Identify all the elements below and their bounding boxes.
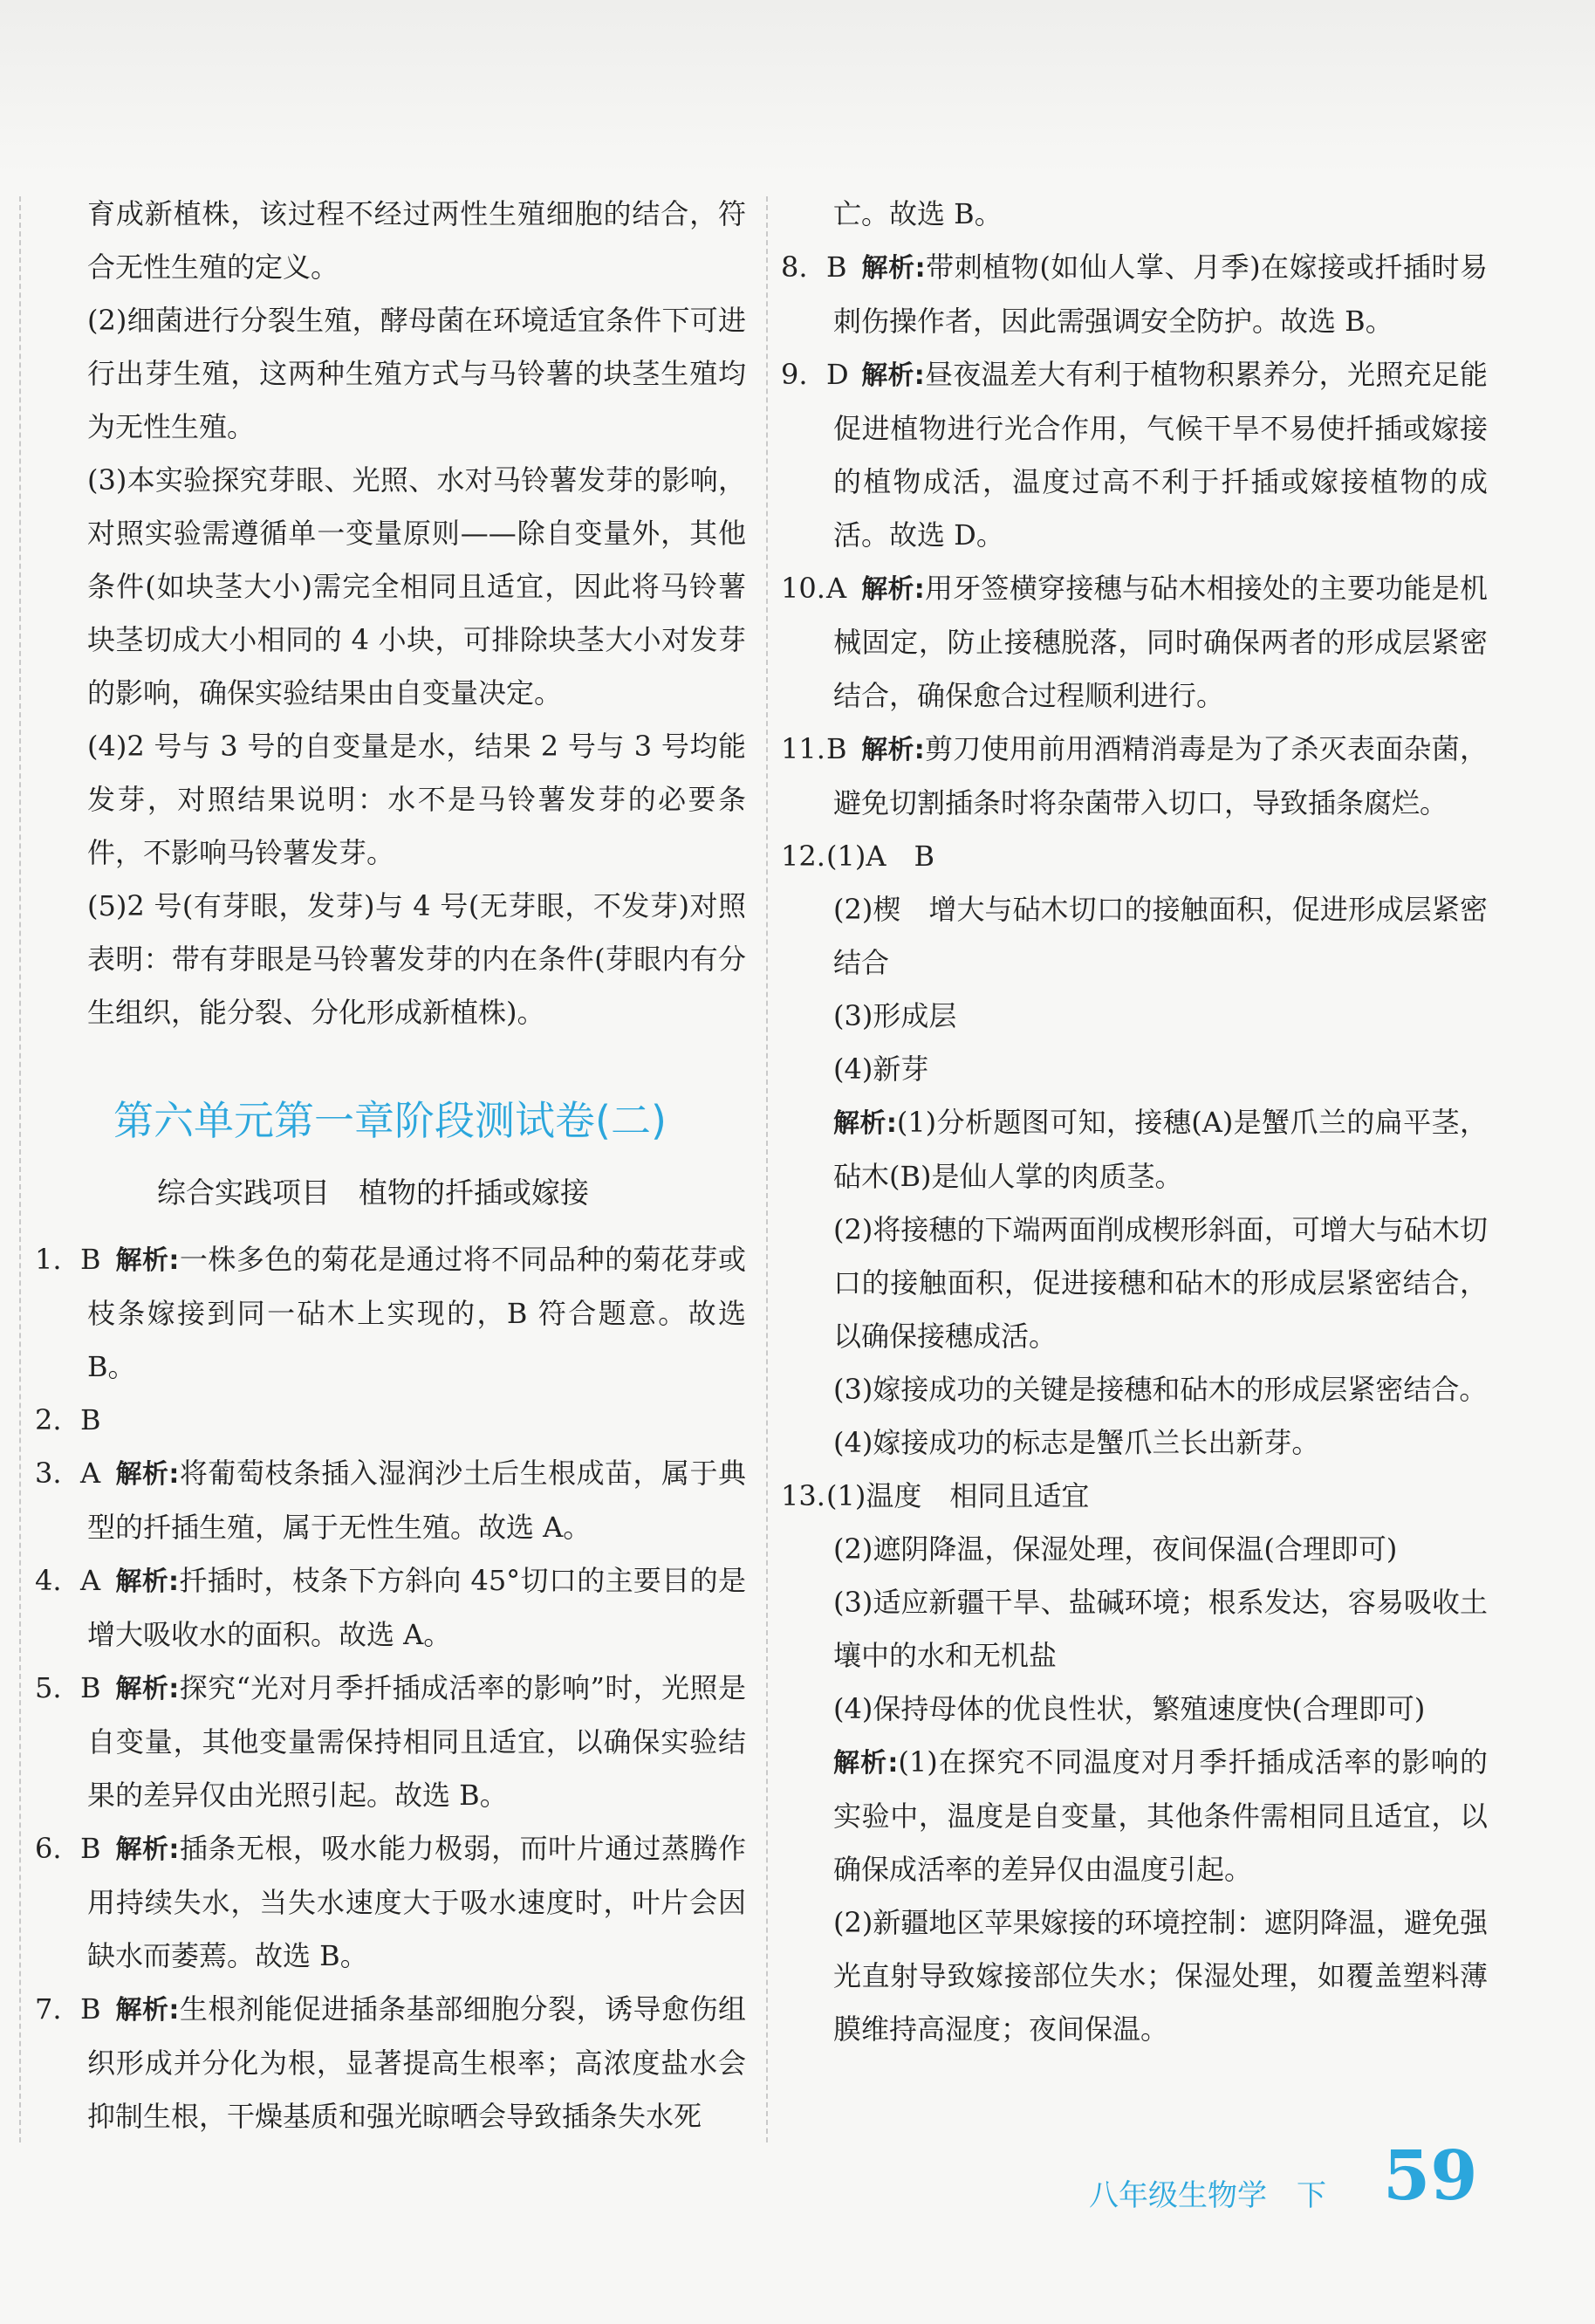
explanation-1 xyxy=(781,1096,1488,1203)
answer-part-3: (3)形成层 xyxy=(833,999,957,1032)
explanation-1 xyxy=(781,1736,1488,1896)
question-13 xyxy=(781,1470,1488,1523)
analysis-label: 解析: xyxy=(115,1566,180,1597)
analysis-text: 插条无根，吸水能力极弱，而叶片通过蒸腾作用持续失水，当失水速度大于吸水速度时，叶片会因缺水而萎蔫。故选 B。 xyxy=(87,1832,746,1972)
question-number: 11. xyxy=(781,732,825,765)
analysis-text: 扦插时，枝条下方斜向 45°切口的主要目的是增大吸收水的面积。故选 A。 xyxy=(87,1564,746,1651)
question-7 xyxy=(35,1983,746,2143)
answer-part-1: (1)温度 相同且适宜 xyxy=(826,1479,1090,1512)
continued-text: 育成新植株，该过程不经过两性生殖细胞的结合，符合无性生殖的定义。 xyxy=(87,197,746,284)
analysis-text: 将葡萄枝条插入湿润沙土后生根成苗，属于典型的扦插生殖，属于无性生殖。故选 A。 xyxy=(87,1457,746,1544)
analysis-text: 用牙签横穿接穗与砧木相接处的主要功能是机械固定，防止接穗脱落，同时确保两者的形成层紧密结合，确保愈合过程顺利进行。 xyxy=(833,572,1488,712)
analysis-label: 解析: xyxy=(115,1459,180,1490)
analysis-label: 解析: xyxy=(115,1834,180,1865)
analysis-label: 解析: xyxy=(115,1995,180,2026)
explanation-4: (4)2 号与 3 号的自变量是水，结果 2 号与 3 号均能发芽，对照结果说明：水不是马铃薯发芽的必要条件，不影响马铃薯发芽。 xyxy=(87,730,746,869)
answer: B xyxy=(80,1403,101,1436)
question-6 xyxy=(35,1822,746,1983)
question-number: 8. xyxy=(781,250,808,284)
question-2 xyxy=(35,1394,746,1447)
analysis-text: 带刺植物(如仙人掌、月季)在嫁接或扦插时易刺伤操作者，因此需强调安全防护。故选 B。 xyxy=(833,250,1488,338)
answer: B xyxy=(80,1992,101,2026)
explanation-5: (5)2 号(有芽眼，发芽)与 4 号(无芽眼，不发芽)对照表明：带有芽眼是马铃薯发芽的内在条件(芽眼内有分生组织，能分裂、分化形成新植株)。 xyxy=(87,889,746,1029)
question-9 xyxy=(781,348,1488,562)
analysis-text: 探究“光对月季扦插成活率的影响”时，光照是自变量，其他变量需保持相同且适宜，以确保实验结果的差异仅由光照引起。故选 B。 xyxy=(87,1671,746,1812)
question-10 xyxy=(781,562,1488,723)
question-number: 9. xyxy=(781,358,808,391)
answer-part-1: (1)A B xyxy=(826,840,934,873)
explanation-2: (2)新疆地区苹果嫁接的环境控制：遮阴降温，避免强光直射导致嫁接部位失水；保湿处理，如覆盖塑料薄膜维持高湿度；夜间保温。 xyxy=(833,1906,1488,2046)
question-3 xyxy=(35,1447,746,1554)
analysis-text: (1)在探究不同温度对月季扦插成活率的影响的实验中，温度是自变量，其他条件需相同且适宜，以确保成活率的差异仅由温度引起。 xyxy=(833,1745,1488,1886)
question-number: 12. xyxy=(781,840,825,873)
question-1 xyxy=(35,1233,746,1394)
left-column xyxy=(35,188,746,2143)
answer: B xyxy=(826,250,847,284)
question-number: 13. xyxy=(781,1479,825,1512)
analysis-text: 生根剂能促进插条基部细胞分裂，诱导愈伤组织形成并分化为根，显著提高生根率；高浓度盐水会抑制生根，干燥基质和强光晾晒会导致插条失水死 xyxy=(87,1992,746,2133)
analysis-text: (1)分析题图可知，接穗(A)是蟹爪兰的扁平茎，砧木(B)是仙人掌的肉质茎。 xyxy=(833,1106,1488,1193)
answer-part-3: (3)适应新疆干旱、盐碱环境；根系发达，容易吸收土壤中的水和无机盐 xyxy=(833,1586,1488,1672)
analysis-label: 解析: xyxy=(861,574,925,605)
column-divider xyxy=(766,196,768,2142)
question-4 xyxy=(35,1554,746,1662)
question-5 xyxy=(35,1662,746,1822)
answer: B xyxy=(826,732,847,765)
answer: B xyxy=(80,1671,101,1704)
question-8 xyxy=(781,241,1488,348)
analysis-text: 一株多色的菊花是通过将不同品种的菊花芽或枝条嫁接到同一砧木上实现的，B 符合题意。故选 B。 xyxy=(87,1243,746,1383)
analysis-text: 昼夜温差大有利于植物积累养分，光照充足能促进植物进行光合作用，气候干旱不易使扦插或嫁接的植物成活，温度过高不利于扦插或嫁接植物的成活。故选 D。 xyxy=(833,358,1488,552)
left-dashed-margin xyxy=(19,196,21,2142)
section-subtitle: 综合实践项目 植物的扦插或嫁接 xyxy=(157,1176,589,1210)
answer: A xyxy=(80,1564,101,1597)
question-number: 3. xyxy=(35,1457,62,1490)
analysis-label: 解析: xyxy=(861,253,926,284)
explanation-3: (3)本实验探究芽眼、光照、水对马铃薯发芽的影响，对照实验需遵循单一变量原则——除自变量外，其他条件(如块茎大小)需完全相同且适宜，因此将马铃薯块茎切成大小相同的 4 小块，可排除块茎大小对发芽的影响，确保实验结果由自变量决定。 xyxy=(87,463,746,710)
analysis-label: 解析: xyxy=(115,1245,180,1276)
analysis-label: 解析: xyxy=(861,360,925,391)
question-number: 1. xyxy=(35,1243,62,1276)
question-number: 2. xyxy=(35,1403,62,1436)
analysis-label: 解析: xyxy=(833,1748,899,1779)
question-12 xyxy=(781,830,1488,883)
answer-part-2: (2)楔 增大与砧木切口的接触面积，促进形成层紧密结合 xyxy=(833,893,1488,979)
unit-title: 第六单元第一章阶段测试卷(二) xyxy=(113,1097,667,1144)
analysis-label: 解析: xyxy=(115,1674,180,1704)
answer: B xyxy=(80,1832,101,1865)
answer-part-2: (2)遮阴降温，保湿处理，夜间保温(合理即可) xyxy=(833,1532,1398,1566)
question-11 xyxy=(781,723,1488,830)
answer: A xyxy=(80,1457,101,1490)
right-column xyxy=(781,188,1488,2056)
explanation-3: (3)嫁接成功的关键是接穗和砧木的形成层紧密结合。 xyxy=(833,1373,1488,1406)
analysis-label: 解析: xyxy=(861,735,925,765)
analysis-label: 解析: xyxy=(833,1108,897,1139)
footer-grade-subject: 八年级生物学 下 xyxy=(1089,2178,1326,2213)
answer: A xyxy=(826,572,847,605)
explanation-2: (2)细菌进行分裂生殖，酵母菌在环境适宜条件下可进行出芽生殖，这两种生殖方式与马铃薯的块茎生殖均为无性生殖。 xyxy=(87,304,746,443)
answer: D xyxy=(826,358,849,391)
question-number: 10. xyxy=(781,572,825,605)
explanation-2: (2)将接穗的下端两面削成楔形斜面，可增大与砧木切口的接触面积，促进接穗和砧木的形成层紧密结合，以确保接穗成活。 xyxy=(833,1213,1488,1353)
question-number: 5. xyxy=(35,1671,62,1704)
question-number: 7. xyxy=(35,1992,62,2026)
question-number: 6. xyxy=(35,1832,62,1865)
answer: B xyxy=(80,1243,101,1276)
explanation-4: (4)嫁接成功的标志是蟹爪兰长出新芽。 xyxy=(833,1426,1320,1459)
analysis-text: 剪刀使用前用酒精消毒是为了杀灭表面杂菌，避免切割插条时将杂菌带入切口，导致插条腐烂。 xyxy=(833,732,1488,819)
page-number: 59 xyxy=(1383,2136,1478,2216)
answer-part-4: (4)保持母体的优良性状，繁殖速度快(合理即可) xyxy=(833,1692,1426,1725)
answer-part-4: (4)新芽 xyxy=(833,1052,929,1086)
continued-text: 亡。故选 B。 xyxy=(833,197,1003,230)
top-shade xyxy=(0,0,1595,175)
question-number: 4. xyxy=(35,1564,62,1597)
